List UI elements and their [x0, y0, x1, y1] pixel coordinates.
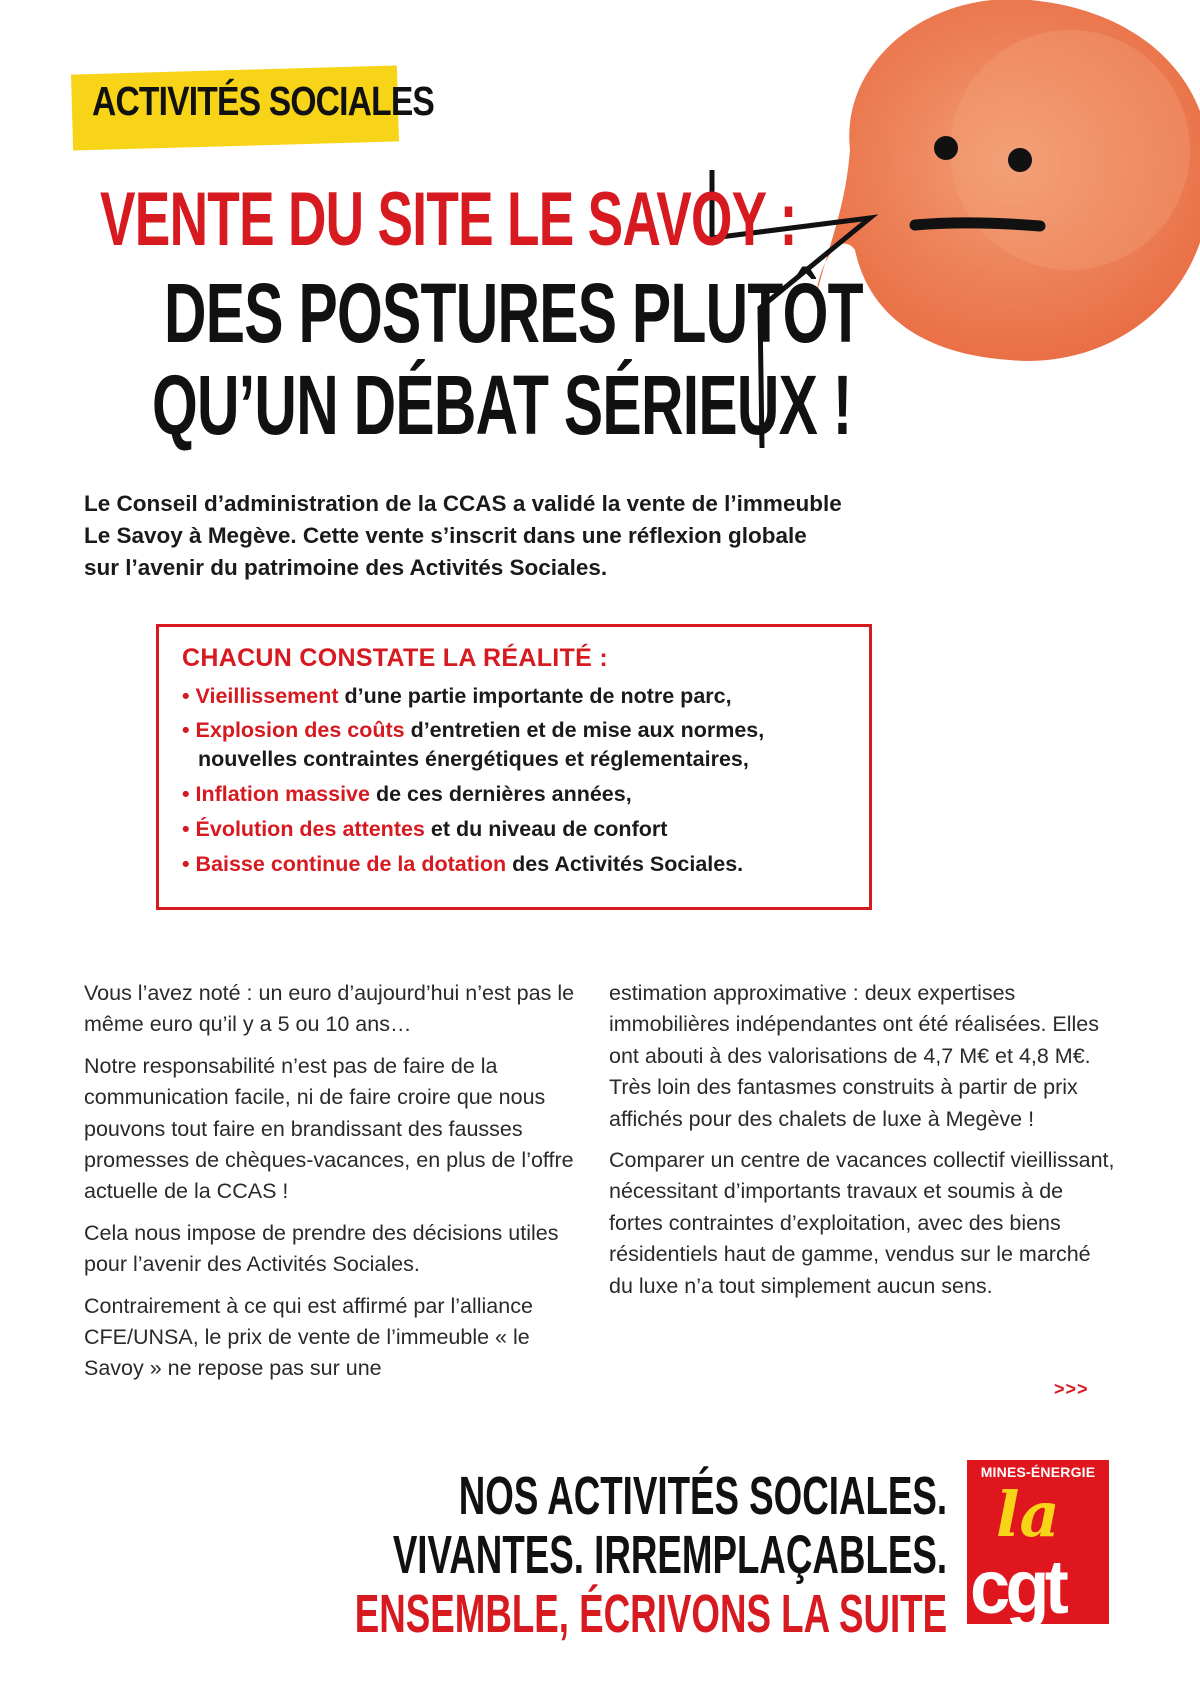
- paragraph: Cela nous impose de prendre des décisions utiles pour l’avenir des Activités Sociales.: [84, 1220, 559, 1277]
- right-column: [609, 978, 1119, 1312]
- list-item-continuation: nouvelles contraintes énergétiques et réglementaires,: [198, 747, 749, 771]
- paragraph: Contrairement à ce qui est affirmé par l’alliance CFE/UNSA, le prix de vente de l’immeuble « le Savoy » ne repose pas sur une: [84, 1293, 533, 1381]
- list-item: • Vieillissement d’une partie importante de notre parc,: [182, 684, 732, 708]
- paragraph: estimation approximative : deux expertises immobilières indépendantes ont été réalisées. Elles ont abouti à des valorisations de 4,7 M€ et 4,8 M€. Très loin des fantasmes construits à partir de prix affichés pour des chalets de luxe à Megève !: [609, 981, 1099, 1131]
- slogan-line-3: ENSEMBLE, ÉCRIVONS LA SUITE: [354, 1584, 947, 1644]
- intro-paragraph: [84, 488, 964, 584]
- logo-federation-label: MINES-ÉNERGIE: [980, 1464, 1096, 1480]
- intro-line: Le Savoy à Megève. Cette vente s’inscrit dans une réflexion globale: [84, 523, 807, 548]
- list-item: • Baisse continue de la dotation des Activités Sociales.: [182, 852, 744, 876]
- slogan-line-2: VIVANTES. IRREMPLAÇABLES.: [392, 1525, 947, 1585]
- paragraph: Vous l’avez noté : un euro d’aujourd’hui n’est pas le même euro qu’il y a 5 ou 10 ans…: [84, 981, 575, 1037]
- paragraph: Notre responsabilité n’est pas de faire de la communication facile, ni de faire croire que nous pouvons tout faire en brandissant des fausses promesses de chèques-vacances, en plus de l’offre actuelle de la CCAS !: [84, 1053, 574, 1204]
- headline-line-3: QU’UN DÉBAT SÉRIEUX !: [152, 358, 852, 452]
- list-item: • Évolution des attentes et du niveau de confort: [182, 817, 668, 841]
- intro-line: sur l’avenir du patrimoine des Activités Sociales.: [84, 555, 608, 580]
- logo-cgt: cgt: [970, 1545, 1065, 1630]
- slogan-line-1: NOS ACTIVITÉS SOCIALES.: [458, 1466, 947, 1526]
- headline-line-1: VENTE DU SITE LE SAVOY :: [100, 177, 797, 262]
- logo-la: la: [996, 1478, 1060, 1551]
- list-item: • Inflation massive de ces dernières années,: [182, 782, 632, 806]
- paragraph: Comparer un centre de vacances collectif vieillissant, nécessitant d’importants travaux et soumis à de fortes contraintes d’exploitation, avec des biens résidentiels haut de gamme, vendus sur le marché du luxe n’a tout simplement aucun sens.: [609, 1148, 1115, 1298]
- list-item: • Explosion des coûts d’entretien et de mise aux normes,: [182, 718, 765, 742]
- left-column: [84, 978, 594, 1395]
- reality-box-title: CHACUN CONSTATE LA RÉALITÉ :: [182, 644, 608, 672]
- headline-line-2: DES POSTURES PLUTÔT: [164, 266, 863, 360]
- category-tag: ACTIVITÉS SOCIALES: [92, 78, 435, 124]
- continued-indicator: >>>: [1054, 1379, 1089, 1399]
- intro-line: Le Conseil d’administration de la CCAS a validé la vente de l’immeuble: [84, 491, 842, 516]
